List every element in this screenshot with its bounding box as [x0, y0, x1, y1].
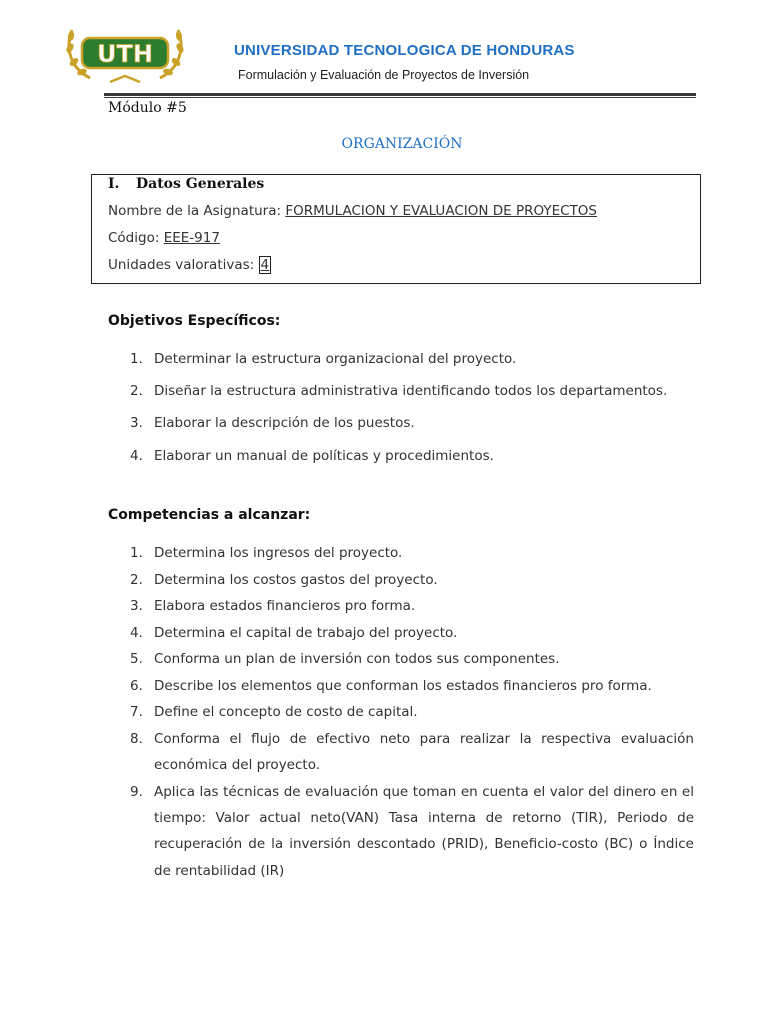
header-divider: [104, 93, 696, 96]
list-text: Describe los elementos que conforman los estados financieros pro forma.: [154, 678, 652, 694]
datos-generales-heading: [108, 176, 264, 192]
uth-logo: [60, 18, 190, 88]
competencia-item: [130, 673, 696, 699]
competencias-heading: Competencias a alcanzar:: [108, 507, 311, 523]
section-title: ORGANIZACIÓN: [341, 136, 463, 152]
list-text-continuation: recuperación de la inversión descontado (PRID), Beneficio-costo (BC) o Índice: [154, 836, 694, 852]
competencia-item: [130, 646, 696, 672]
list-text: Determina el capital de trabajo del proyecto.: [154, 625, 458, 641]
objetivo-item: [130, 410, 696, 436]
university-name: UNIVERSIDAD TECNOLOGICA DE HONDURAS: [234, 42, 575, 59]
competencia-item: [130, 540, 696, 566]
objetivos-heading: Objetivos Específicos:: [108, 313, 281, 329]
list-number: 8.: [130, 731, 143, 747]
competencia-item: [130, 620, 696, 646]
unidades-row: [108, 257, 271, 273]
list-number: 7.: [130, 704, 143, 720]
list-text: Aplica las técnicas de evaluación que toman en cuenta el valor del dinero en el: [154, 784, 694, 800]
list-number: 3.: [130, 598, 143, 614]
competencia-item: [130, 726, 696, 752]
section-number: I.: [108, 176, 120, 192]
competencia-item: [130, 779, 696, 805]
asignatura-row: [108, 203, 597, 219]
list-number: 1.: [130, 545, 143, 561]
list-text: Diseñar la estructura administrativa identificando todos los departamentos.: [154, 383, 668, 399]
header-divider-thin: [104, 97, 696, 98]
list-text: Conforma un plan de inversión con todos sus componentes.: [154, 651, 560, 667]
list-text: Determina los costos gastos del proyecto.: [154, 572, 438, 588]
competencia-item: [130, 593, 696, 619]
module-label: Módulo #5: [108, 100, 187, 116]
list-text: Determina los ingresos del proyecto.: [154, 545, 403, 561]
list-number: 9.: [130, 784, 143, 800]
list-number: 4.: [130, 625, 143, 641]
list-text: Determinar la estructura organizacional del proyecto.: [154, 351, 517, 367]
list-text-continuation: económica del proyecto.: [154, 757, 321, 773]
section-heading-text: Datos Generales: [136, 176, 265, 192]
list-number: 5.: [130, 651, 143, 667]
list-number: 4.: [130, 448, 143, 464]
list-text: Define el concepto de costo de capital.: [154, 704, 418, 720]
list-number: 6.: [130, 678, 143, 694]
unidades-value: 4: [260, 257, 270, 273]
logo-text: UTH: [97, 40, 153, 68]
document-subtitle: Formulación y Evaluación de Proyectos de Inversión: [238, 68, 530, 82]
list-text-continuation: de rentabilidad (IR): [154, 863, 285, 879]
objetivo-item: [130, 346, 696, 372]
objetivo-item: [130, 378, 696, 404]
objetivo-item: [130, 443, 696, 469]
codigo-label: Código:: [108, 230, 160, 246]
list-text: Elaborar la descripción de los puestos.: [154, 415, 415, 431]
list-number: 1.: [130, 351, 143, 367]
list-text: Elaborar un manual de políticas y procedimientos.: [154, 448, 494, 464]
competencia-item: [130, 567, 696, 593]
asignatura-value: FORMULACION Y EVALUACION DE PROYECTOS: [285, 203, 598, 219]
codigo-row: [108, 230, 220, 246]
list-text: Elabora estados financieros pro forma.: [154, 598, 416, 614]
asignatura-label: Nombre de la Asignatura:: [108, 203, 282, 219]
list-number: 3.: [130, 415, 143, 431]
unidades-label: Unidades valorativas:: [108, 257, 255, 273]
list-text-continuation: tiempo: Valor actual neto(VAN) Tasa interna de retorno (TIR), Periodo de: [154, 810, 694, 826]
list-text: Conforma el flujo de efectivo neto para realizar la respectiva evaluación: [154, 731, 694, 747]
list-number: 2.: [130, 383, 143, 399]
list-number: 2.: [130, 572, 143, 588]
competencia-item: [130, 699, 696, 725]
codigo-value: EEE-917: [163, 230, 220, 246]
